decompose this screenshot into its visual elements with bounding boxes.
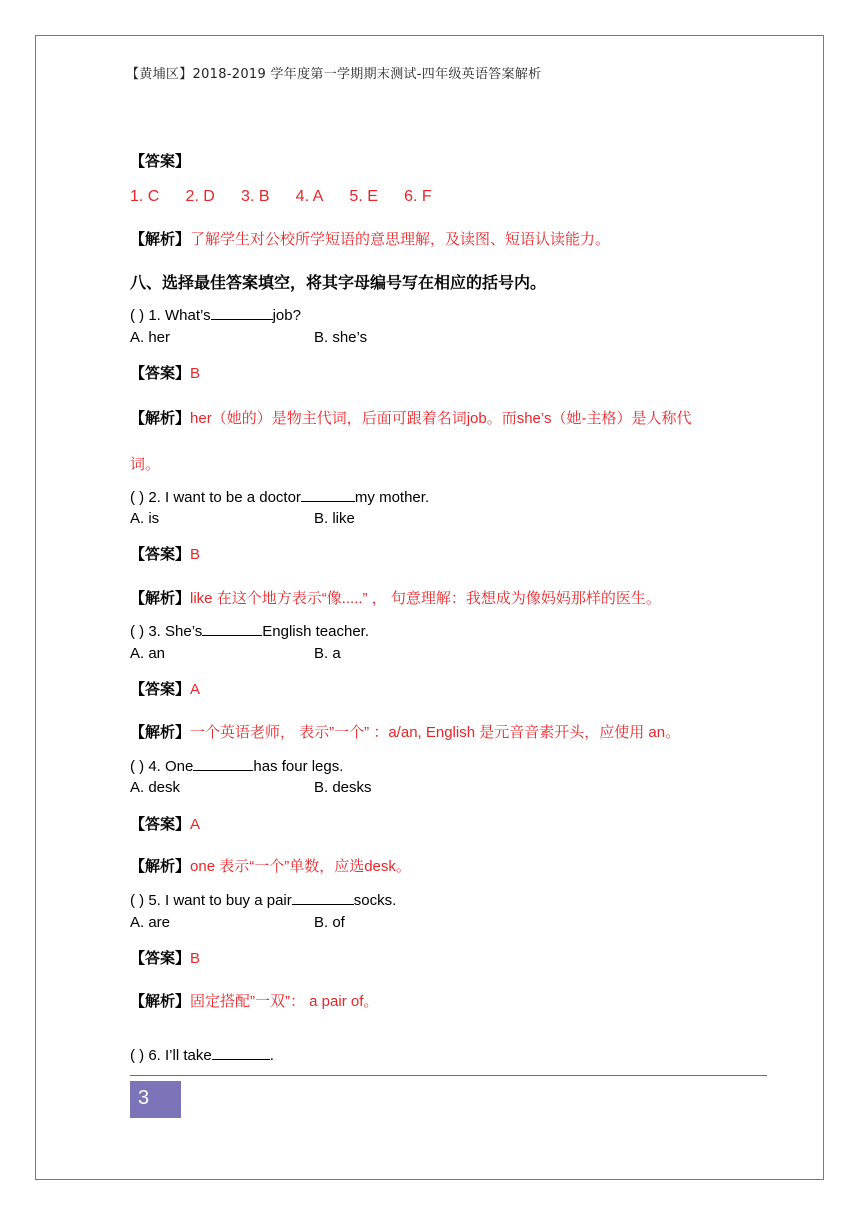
answer-label: 【答案】 [130, 365, 191, 382]
stem-before: ( ) 4. One [130, 758, 194, 775]
answer-blank [211, 305, 273, 320]
question-stem [130, 487, 429, 506]
answer-line [130, 362, 200, 383]
analysis-label: 【解析】 [130, 724, 191, 741]
analysis-label: 【解析】 [130, 231, 191, 248]
analysis-label: 【解析】 [130, 858, 191, 875]
analysis-text: one 表示“一个”单数，应选desk。 [190, 858, 411, 875]
question-stem [130, 621, 369, 640]
analysis-text: 了解学生对公校所学短语的意思理解，及读图、短语认读能力。 [190, 231, 611, 248]
answer-line [130, 543, 200, 564]
stem-before: ( ) 2. I want to be a doctor [130, 489, 301, 506]
analysis-text: like 在这个地方表示“像.....” ， 句意理解：我想成为像妈妈那样的医生。 [190, 590, 661, 607]
stem-after: . [269, 1047, 274, 1064]
stem-after: socks. [353, 892, 397, 909]
question-stem [130, 890, 396, 909]
stem-before: ( ) 5. I want to buy a pair [130, 892, 292, 909]
question-stem [130, 756, 343, 775]
answer-item: 6. F [404, 188, 432, 205]
footer-rule [130, 1075, 767, 1076]
analysis-line [130, 990, 378, 1011]
analysis-label: 【解析】 [130, 410, 191, 427]
answer-label: 【答案】 [130, 950, 191, 967]
stem-after: my mother. [354, 489, 430, 506]
option-b: B. desks [314, 779, 372, 796]
answer-label: 【答案】 [130, 681, 191, 698]
answer-item: 5. E [349, 188, 378, 205]
stem-after: has four legs. [253, 758, 344, 775]
stem-before: ( ) 6. I’ll take [130, 1047, 212, 1064]
answer-label: 【答案】 [130, 816, 191, 833]
analysis-line [130, 855, 411, 876]
analysis-line [130, 407, 691, 428]
analysis-line [130, 228, 610, 249]
answer-value: A [190, 816, 201, 833]
answer-item: 1. C [130, 188, 160, 205]
answer-blank [292, 890, 354, 905]
stem-before: ( ) 3. She’s [130, 623, 203, 640]
answer-blank [202, 621, 262, 636]
analysis-text: 一个英语老师， 表示”一个” ：a/an, English 是元音音素开头，应使用 an。 [190, 724, 681, 741]
option-a: A. desk [130, 779, 181, 796]
option-a: A. her [130, 329, 171, 346]
answer-label: 【答案】 [130, 153, 191, 170]
answer-line [130, 678, 200, 699]
option-a: A. an [130, 645, 166, 662]
option-a: A. are [130, 914, 171, 931]
page-number: 3 [130, 1081, 181, 1118]
answer-list [130, 188, 454, 206]
answer-label: 【答案】 [130, 546, 191, 563]
analysis-text: her（她的）是物主代词，后面可跟着名词job。而she’s（她-主格）是人称代 [190, 410, 692, 427]
analysis-label: 【解析】 [130, 590, 191, 607]
answer-blank [301, 487, 355, 502]
analysis-continuation: 词。 [130, 456, 161, 473]
answer-value: B [190, 950, 201, 967]
question-stem [130, 1045, 274, 1064]
option-b: B. a [314, 645, 341, 662]
question-stem [130, 305, 301, 324]
analysis-label: 【解析】 [130, 993, 191, 1010]
answer-blank [212, 1045, 270, 1060]
answer-line [130, 947, 200, 968]
answer-value: A [190, 681, 201, 698]
answer-blank [193, 756, 253, 771]
page-header: 【黄埔区】2018-2019 学年度第一学期期末测试-四年级英语答案解析 [126, 67, 542, 82]
answer-item: 3. B [241, 188, 270, 205]
answer-value: B [190, 365, 201, 382]
analysis-text: 固定搭配”一双”： a pair of。 [190, 993, 379, 1010]
option-a: A. is [130, 510, 160, 527]
stem-after: job? [272, 307, 301, 324]
option-b: B. of [314, 914, 345, 931]
answer-line [130, 813, 200, 834]
stem-before: ( ) 1. What’s [130, 307, 211, 324]
answer-item: 4. A [295, 188, 324, 205]
analysis-line [130, 587, 661, 608]
answer-value: B [190, 546, 201, 563]
section-title: 八、选择最佳答案填空，将其字母编号写在相应的括号内。 [130, 275, 547, 292]
answer-item: 2. D [185, 188, 215, 205]
stem-after: English teacher. [262, 623, 370, 640]
option-b: B. like [314, 510, 355, 527]
analysis-line [130, 721, 680, 742]
option-b: B. she’s [314, 329, 368, 346]
